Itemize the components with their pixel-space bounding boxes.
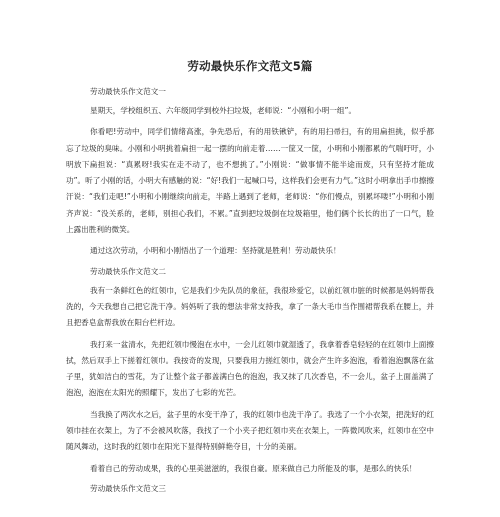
section-3 <box>66 483 434 494</box>
section-1 <box>66 86 434 260</box>
section-heading: 劳动最快乐作文范文二 <box>90 266 166 276</box>
paragraph: 你看吧!劳动中，同学们情绪高涨，争先恐后，有的用铁锹铲，有的用扫帚扫，有的用扁担挑，似乎都忘了垃圾的臭味。小刚和小明挑着扁担一起一摆的向前走着……一筐又一筐，小明和小刚都累的气喘吁吁，小明放下扁担说：“真累呀!我实在走不动了，也不想挑了。”小刚说：“做事情不能半途而废，只有坚持才能成功”。听了小刚的话，小明大有感触的说：“好!我们一起喊口号，这样我们会更有力气。”这时小明拿出手巾擦擦汗说：“我们走吧!”小明和小刚继续向前走，半路上遇到了老师，老师说：“你们慢点，别累坏喽!”小明和小刚齐声说：“没关系的，老师，别担心我们，不累。”直到把垃圾倒在垃圾箱里，他们俩个长长的出了一口气，脸上露出胜利的微笑。 <box>66 127 434 235</box>
paragraph: 我打来一盆清水，先把红领巾慢泡在水中，一会儿红领巾就湿透了，我拿着香皂轻轻的在红领巾上面擦拭，然后双手上下搓着红领巾。我按奇的发现，只要我用力搓红领巾，就会产生许多泡泡，看着泡泡飘落在盆子里，犹如洁白的雪花，为了让整个盆子都盖满白色的泡泡，我又抹了几次香皂，不一会儿，盆子上面盖满了泡泡，泡泡在太阳光的照耀下，发出了七彩的光芒。 <box>66 339 434 398</box>
document-title: 劳动最快乐作文范文5篇 <box>187 59 313 73</box>
section-2 <box>66 266 434 477</box>
section-heading: 劳动最快乐作文范文三 <box>90 483 166 493</box>
section-heading: 劳动最快乐作文范文一 <box>90 87 166 96</box>
paragraph: 当我换了两次水之后，盆子里的水变干净了，我的红领巾也洗干净了。我选了一个小衣架，把洗好的红领巾挂在衣架上，为了不会被风吹落，我找了一个小夹子把红领巾夹在衣架上，一阵微风吹来，红领巾在空中随风舞动，这时我的红领巾在阳光下显得特别鲜艳夺目，十分的美丽。 <box>66 409 434 452</box>
paragraph: 星期天，学校组织五、六年级同学到校外扫垃圾，老师说：“小刚和小明一组”。 <box>90 106 357 115</box>
paragraph: 我有一条鲜红色的红领巾，它是我们少先队员的象征，我很珍爱它，以前红领巾脏的时候都是妈妈帮我洗的，今天我想自己把它洗干净。妈妈听了我的想法非常支持我，拿了一条大毛巾当作围裙帮我系在腰上，并且把香皂盒帮我放在阳台栏杆边。 <box>66 285 434 328</box>
paragraph: 看着自己的劳动成果，我的心里美滋滋的，我很自豪。原来做自己力所能及的事，是那么的快乐！ <box>90 463 417 473</box>
paragraph: 通过这次劳动，小明和小刚悟出了一个道理：坚持就是胜利！劳动最快乐！ <box>90 246 341 256</box>
